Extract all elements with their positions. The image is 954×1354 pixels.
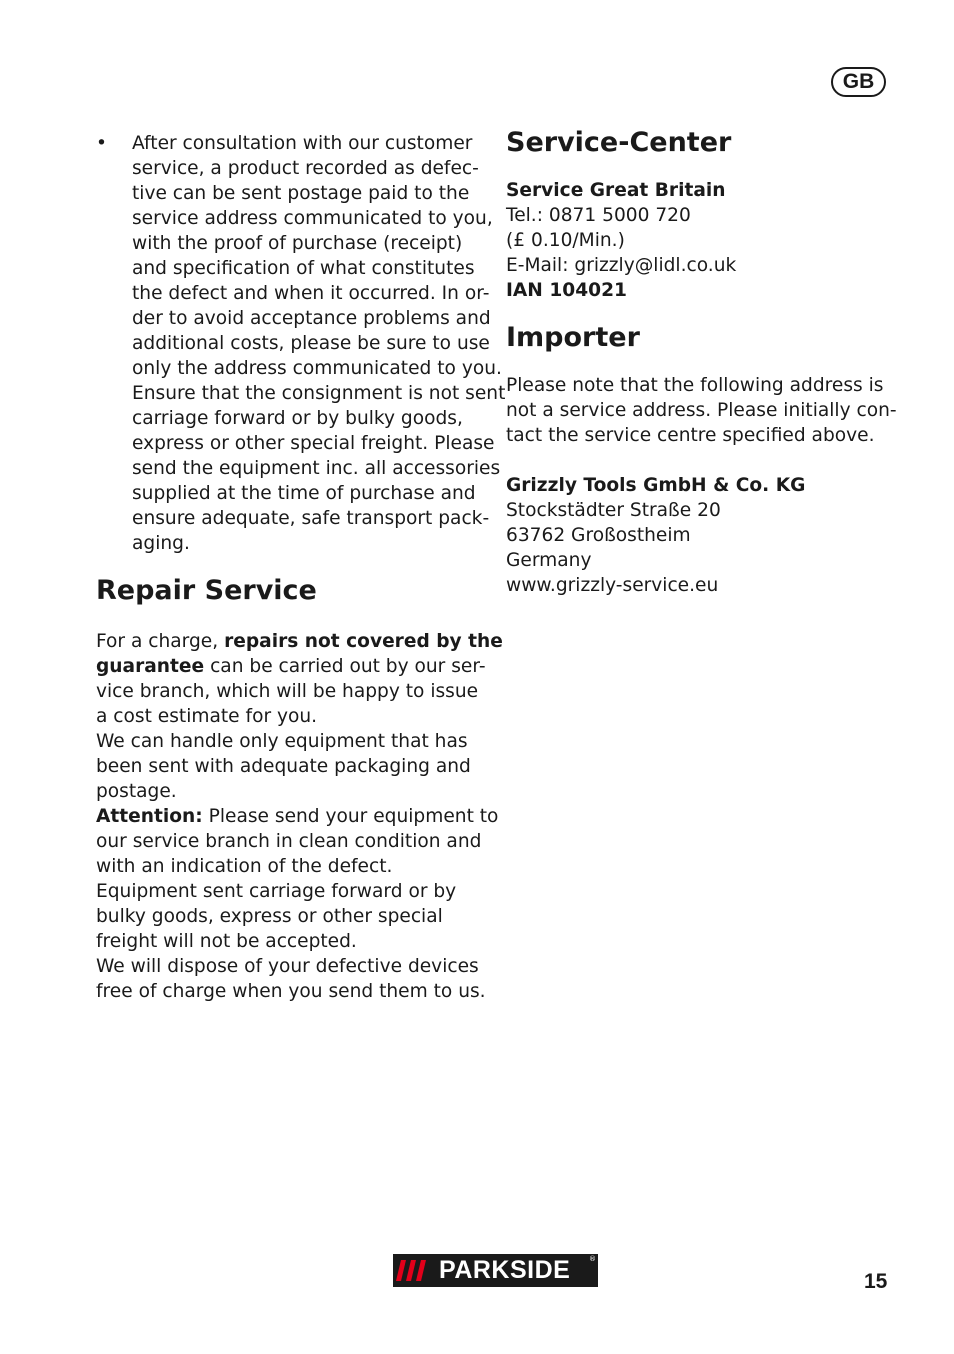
- service-rate: (£ 0.10/Min.): [506, 230, 625, 251]
- repair-intro-suffix: can be carried out by our ser-: [204, 656, 486, 677]
- repair-line: our service branch in clean condition and: [96, 831, 482, 852]
- bullet-line: After consultation with our customer: [132, 133, 473, 154]
- service-center-details: [506, 178, 890, 303]
- repair-line: been sent with adequate packaging and: [96, 756, 471, 777]
- bullet-dot: •: [96, 133, 107, 154]
- importer-country: Germany: [506, 550, 592, 571]
- attention-line: [96, 804, 499, 829]
- service-ian: IAN 104021: [506, 280, 627, 301]
- repair-line: We can handle only equipment that has: [96, 731, 468, 752]
- attention-label: Attention:: [96, 806, 203, 827]
- repair-intro-line: [96, 629, 503, 654]
- bullet-line: tive can be sent postage paid to the: [132, 183, 470, 204]
- importer-note-line: tact the service centre specified above.: [506, 425, 875, 446]
- bullet-line: the defect and when it occurred. In or-: [132, 283, 490, 304]
- service-country-label: Service Great Britain: [506, 180, 726, 201]
- repair-line: free of charge when you send them to us.: [96, 981, 486, 1002]
- service-email: E-Mail: grizzly@lidl.co.uk: [506, 255, 737, 276]
- right-column: [506, 127, 897, 598]
- importer-details: [506, 373, 897, 598]
- importer-heading: Importer: [506, 322, 640, 353]
- repair-line: bulky goods, express or other special: [96, 906, 443, 927]
- repair-service-body: [96, 629, 503, 1004]
- bullet-line: express or other special freight. Please: [132, 433, 495, 454]
- importer-website: www.grizzly-service.eu: [506, 575, 719, 596]
- repair-line: with an indication of the defect.: [96, 856, 393, 877]
- return-instructions-bullet: [96, 131, 506, 556]
- importer-note-line: not a service address. Please initially con-: [506, 400, 897, 421]
- repair-line: Equipment sent carriage forward or by: [96, 881, 457, 902]
- bullet-line: der to avoid acceptance problems and: [132, 308, 491, 329]
- registered-mark: ®: [589, 1255, 596, 1263]
- repair-line: a cost estimate for you.: [96, 706, 318, 727]
- repair-line: postage.: [96, 781, 177, 802]
- importer-company: Grizzly Tools GmbH & Co. KG: [506, 475, 806, 496]
- red-slashes-icon: [393, 1254, 437, 1287]
- repair-intro-line: [96, 654, 486, 679]
- repair-line: We will dispose of your defective devices: [96, 956, 479, 977]
- brand-name: PARKSIDE: [439, 1256, 571, 1284]
- spacer: [506, 448, 890, 473]
- parkside-logo: [393, 1254, 598, 1287]
- bullet-line: and specification of what constitutes: [132, 258, 475, 279]
- repair-service-heading: Repair Service: [96, 575, 317, 606]
- repair-line: freight will not be accepted.: [96, 931, 357, 952]
- repair-intro-bold: guarantee: [96, 656, 205, 677]
- service-center-heading: Service-Center: [506, 127, 732, 158]
- bullet-line: carriage forward or by bulky goods,: [132, 408, 463, 429]
- importer-note-line: Please note that the following address is: [506, 375, 884, 396]
- bullet-line: with the proof of purchase (receipt): [132, 233, 463, 254]
- attention-text: Please send your equipment to: [202, 806, 499, 827]
- service-phone: Tel.: 0871 5000 720: [506, 205, 691, 226]
- bullet-text: [132, 131, 506, 556]
- importer-city: 63762 Großostheim: [506, 525, 691, 546]
- bullet-line: service address communicated to you,: [132, 208, 493, 229]
- bullet-line: service, a product recorded as defec-: [132, 158, 479, 179]
- bullet-line: Ensure that the consignment is not sent: [132, 383, 506, 404]
- bullet-line: send the equipment inc. all accessories: [132, 458, 501, 479]
- bullet-line: supplied at the time of purchase and: [132, 483, 476, 504]
- repair-line: vice branch, which will be happy to issue: [96, 681, 479, 702]
- bullet-line: only the address communicated to you.: [132, 358, 502, 379]
- page-number: 15: [864, 1270, 888, 1293]
- repair-intro-prefix: For a charge,: [96, 631, 225, 652]
- bullet-line: additional costs, please be sure to use: [132, 333, 490, 354]
- importer-street: Stockstädter Straße 20: [506, 500, 721, 521]
- language-badge: GB: [831, 67, 886, 97]
- bullet-line: ensure adequate, safe transport pack-: [132, 508, 490, 529]
- repair-intro-bold: repairs not covered by the: [224, 631, 503, 652]
- bullet-line: aging.: [132, 533, 190, 554]
- left-column: [96, 131, 506, 1004]
